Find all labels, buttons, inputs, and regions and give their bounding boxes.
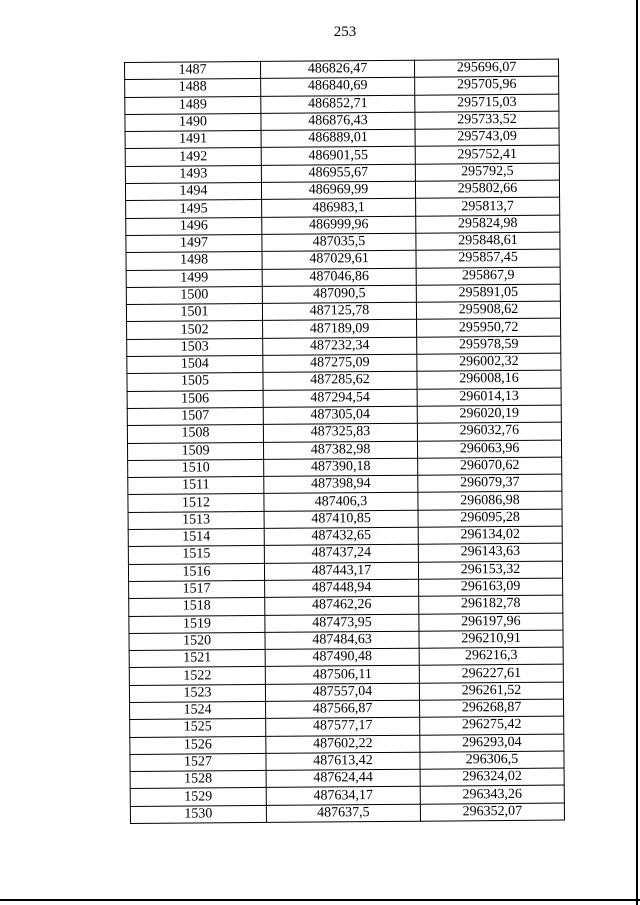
x-coordinate-cell: 486840,69: [261, 78, 415, 97]
y-coordinate-cell: 295891,05: [416, 284, 560, 302]
y-coordinate-cell: 296079,37: [418, 474, 562, 492]
x-coordinate-cell: 487406,3: [264, 493, 418, 512]
y-coordinate-cell: 295715,03: [415, 94, 559, 112]
y-coordinate-cell: 296086,98: [418, 491, 562, 509]
y-coordinate-cell: 296182,78: [419, 595, 563, 613]
y-coordinate-cell: 296268,87: [420, 699, 564, 717]
point-number-cell: 1523: [129, 684, 265, 702]
point-number-cell: 1525: [130, 719, 266, 737]
x-coordinate-cell: 487035,5: [262, 233, 416, 252]
y-coordinate-cell: 295705,96: [415, 76, 559, 94]
y-coordinate-cell: 296306,5: [420, 751, 564, 769]
point-number-cell: 1512: [128, 494, 264, 512]
x-coordinate-cell: 487448,94: [265, 579, 419, 598]
y-coordinate-cell: 295950,72: [417, 319, 561, 337]
y-coordinate-cell: 296293,04: [420, 734, 564, 752]
point-number-cell: 1501: [126, 304, 262, 322]
point-number-cell: 1505: [127, 373, 263, 391]
point-number-cell: 1507: [127, 407, 263, 425]
y-coordinate-cell: 296352,07: [420, 803, 564, 821]
x-coordinate-cell: 487602,22: [266, 735, 420, 754]
point-number-cell: 1513: [128, 511, 264, 529]
y-coordinate-cell: 296227,61: [419, 664, 563, 682]
x-coordinate-cell: 487232,34: [263, 337, 417, 356]
y-coordinate-cell: 296275,42: [420, 716, 564, 734]
y-coordinate-cell: 295824,98: [416, 215, 560, 233]
x-coordinate-cell: 487189,09: [263, 320, 417, 339]
table-row: [130, 803, 564, 824]
point-number-cell: 1503: [127, 338, 263, 356]
x-coordinate-cell: 487437,24: [264, 545, 418, 564]
x-coordinate-cell: 487285,62: [263, 372, 417, 391]
point-number-cell: 1516: [128, 563, 264, 581]
point-number-cell: 1489: [125, 96, 261, 114]
point-number-cell: 1526: [130, 736, 266, 754]
point-number-cell: 1528: [130, 771, 266, 789]
point-number-cell: 1495: [126, 200, 262, 218]
y-coordinate-cell: 295802,66: [415, 180, 559, 198]
x-coordinate-cell: 487125,78: [262, 302, 416, 321]
point-number-cell: 1529: [130, 788, 266, 806]
point-number-cell: 1490: [125, 113, 261, 131]
y-coordinate-cell: 296020,19: [417, 405, 561, 423]
x-coordinate-cell: 487473,95: [265, 614, 419, 633]
x-coordinate-cell: 486826,47: [260, 60, 414, 79]
point-number-cell: 1511: [128, 477, 264, 495]
y-coordinate-cell: 296095,28: [418, 509, 562, 527]
y-coordinate-cell: 295848,61: [416, 232, 560, 250]
y-coordinate-cell: 296153,32: [418, 561, 562, 579]
y-coordinate-cell: 296197,96: [419, 613, 563, 631]
point-number-cell: 1527: [130, 753, 266, 771]
y-coordinate-cell: 296163,09: [419, 578, 563, 596]
point-number-cell: 1509: [127, 442, 263, 460]
x-coordinate-cell: 486999,96: [262, 216, 416, 235]
point-number-cell: 1520: [129, 632, 265, 650]
point-number-cell: 1518: [129, 598, 265, 616]
point-number-cell: 1498: [126, 252, 262, 270]
y-coordinate-cell: 296343,26: [420, 786, 564, 804]
page-right-edge: [636, 0, 638, 905]
y-coordinate-cell: 296210,91: [419, 630, 563, 648]
y-coordinate-cell: 296216,3: [419, 647, 563, 665]
point-number-cell: 1491: [125, 131, 261, 149]
x-coordinate-cell: 487634,17: [266, 787, 420, 806]
x-coordinate-cell: 487557,04: [265, 683, 419, 702]
point-number-cell: 1515: [128, 546, 264, 564]
y-coordinate-cell: 295743,09: [415, 128, 559, 146]
y-coordinate-cell: 295792,5: [415, 163, 559, 181]
y-coordinate-cell: 296143,63: [418, 543, 562, 561]
x-coordinate-cell: 487029,61: [262, 250, 416, 269]
x-coordinate-cell: 487432,65: [264, 527, 418, 546]
point-number-cell: 1487: [125, 61, 261, 79]
y-coordinate-cell: 295867,9: [416, 267, 560, 285]
x-coordinate-cell: 486969,99: [261, 181, 415, 200]
point-number-cell: 1514: [128, 528, 264, 546]
point-number-cell: 1522: [129, 667, 265, 685]
x-coordinate-cell: 486852,71: [261, 95, 415, 114]
point-number-cell: 1496: [126, 217, 262, 235]
y-coordinate-cell: 296014,13: [417, 388, 561, 406]
point-number-cell: 1500: [126, 286, 262, 304]
x-coordinate-cell: 486876,43: [261, 112, 415, 131]
x-coordinate-cell: 487637,5: [266, 804, 420, 823]
page-number: 253: [333, 24, 357, 40]
x-coordinate-cell: 486983,1: [262, 199, 416, 218]
x-coordinate-cell: 487305,04: [263, 406, 417, 425]
point-number-cell: 1530: [130, 805, 266, 823]
point-number-cell: 1506: [127, 390, 263, 408]
point-number-cell: 1488: [125, 79, 261, 97]
y-coordinate-cell: 296008,16: [417, 370, 561, 388]
point-number-cell: 1524: [130, 701, 266, 719]
x-coordinate-cell: 487410,85: [264, 510, 418, 529]
y-coordinate-cell: 296324,02: [420, 768, 564, 786]
point-number-cell: 1517: [129, 580, 265, 598]
x-coordinate-cell: 487624,44: [266, 769, 420, 788]
point-number-cell: 1494: [125, 183, 261, 201]
y-coordinate-cell: 296063,96: [417, 440, 561, 458]
x-coordinate-cell: 487613,42: [266, 752, 420, 771]
y-coordinate-cell: 296134,02: [418, 526, 562, 544]
y-coordinate-cell: 295752,41: [415, 146, 559, 164]
point-number-cell: 1510: [128, 459, 264, 477]
x-coordinate-cell: 487506,11: [265, 666, 419, 685]
y-coordinate-cell: 295908,62: [416, 301, 560, 319]
x-coordinate-cell: 487566,87: [266, 700, 420, 719]
y-coordinate-cell: 295857,45: [416, 249, 560, 267]
point-number-cell: 1521: [129, 650, 265, 668]
x-coordinate-cell: 487294,54: [263, 389, 417, 408]
point-number-cell: 1504: [127, 355, 263, 373]
point-number-cell: 1499: [126, 269, 262, 287]
x-coordinate-cell: 487484,63: [265, 631, 419, 650]
y-coordinate-cell: 296032,76: [417, 422, 561, 440]
x-coordinate-cell: 487275,09: [263, 354, 417, 373]
y-coordinate-cell: 296002,32: [417, 353, 561, 371]
x-coordinate-cell: 486955,67: [261, 164, 415, 183]
y-coordinate-cell: 295813,7: [416, 197, 560, 215]
page-bottom-edge: [0, 899, 640, 901]
coordinates-table-body: [125, 59, 565, 823]
y-coordinate-cell: 295733,52: [415, 111, 559, 129]
x-coordinate-cell: 486889,01: [261, 129, 415, 148]
point-number-cell: 1493: [125, 165, 261, 183]
point-number-cell: 1519: [129, 615, 265, 633]
x-coordinate-cell: 487398,94: [264, 475, 418, 494]
x-coordinate-cell: 486901,55: [261, 147, 415, 166]
x-coordinate-cell: 487046,86: [262, 268, 416, 287]
coordinates-table: [124, 59, 565, 824]
x-coordinate-cell: 487090,5: [262, 285, 416, 304]
y-coordinate-cell: 295696,07: [414, 59, 558, 77]
x-coordinate-cell: 487490,48: [265, 648, 419, 667]
x-coordinate-cell: 487382,98: [263, 441, 417, 460]
y-coordinate-cell: 296261,52: [419, 682, 563, 700]
point-number-cell: 1492: [125, 148, 261, 166]
y-coordinate-cell: 296070,62: [418, 457, 562, 475]
x-coordinate-cell: 487390,18: [264, 458, 418, 477]
x-coordinate-cell: 487325,83: [263, 423, 417, 442]
x-coordinate-cell: 487462,26: [265, 596, 419, 615]
x-coordinate-cell: 487443,17: [264, 562, 418, 581]
y-coordinate-cell: 295978,59: [417, 336, 561, 354]
point-number-cell: 1497: [126, 234, 262, 252]
x-coordinate-cell: 487577,17: [266, 717, 420, 736]
point-number-cell: 1508: [127, 425, 263, 443]
point-number-cell: 1502: [127, 321, 263, 339]
